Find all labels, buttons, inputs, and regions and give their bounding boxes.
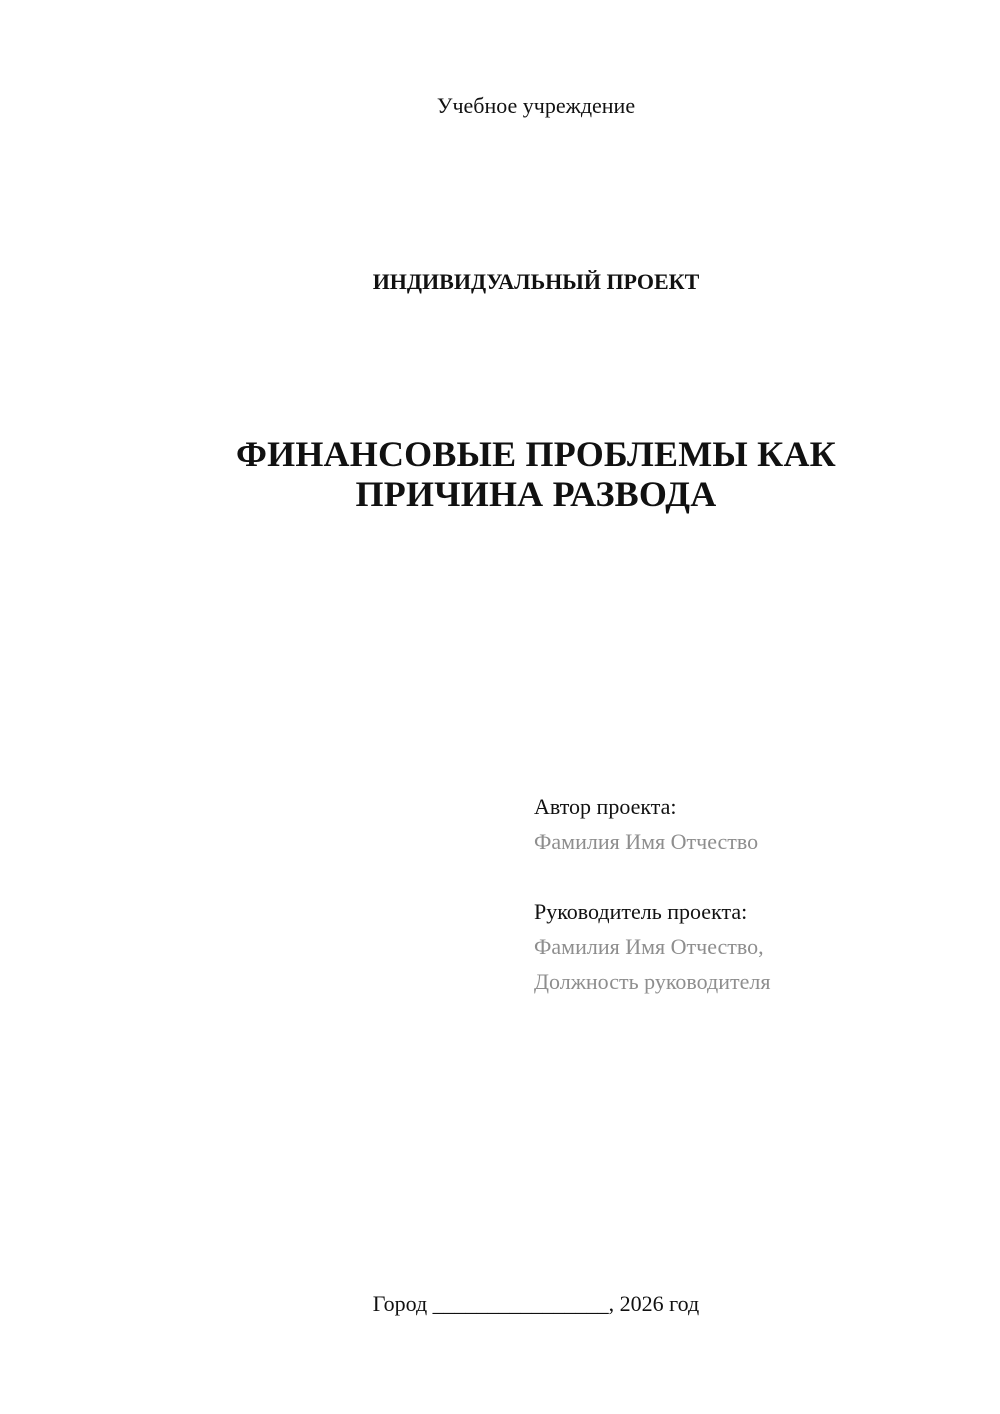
supervisor-position-placeholder: Должность руководителя bbox=[534, 969, 771, 994]
project-title bbox=[0, 434, 1000, 514]
author-label: Автор проекта: bbox=[534, 794, 677, 819]
institution-name: Учебное учреждение bbox=[436, 93, 636, 118]
document-type-heading: ИНДИВИДУАЛЬНЫЙ ПРОЕКТ bbox=[372, 269, 700, 294]
info-spacer bbox=[534, 859, 974, 894]
project-info-block bbox=[534, 789, 974, 999]
author-name-placeholder: Фамилия Имя Отчество bbox=[534, 829, 759, 854]
project-title-line-2: ПРИЧИНА РАЗВОДА bbox=[355, 474, 717, 514]
city-year-line: Город ________________, 2026 год bbox=[372, 1291, 700, 1316]
supervisor-label: Руководитель проекта: bbox=[534, 899, 748, 924]
project-title-line-1: ФИНАНСОВЫЕ ПРОБЛЕМЫ КАК bbox=[236, 434, 836, 474]
supervisor-name-placeholder: Фамилия Имя Отчество, bbox=[534, 934, 764, 959]
